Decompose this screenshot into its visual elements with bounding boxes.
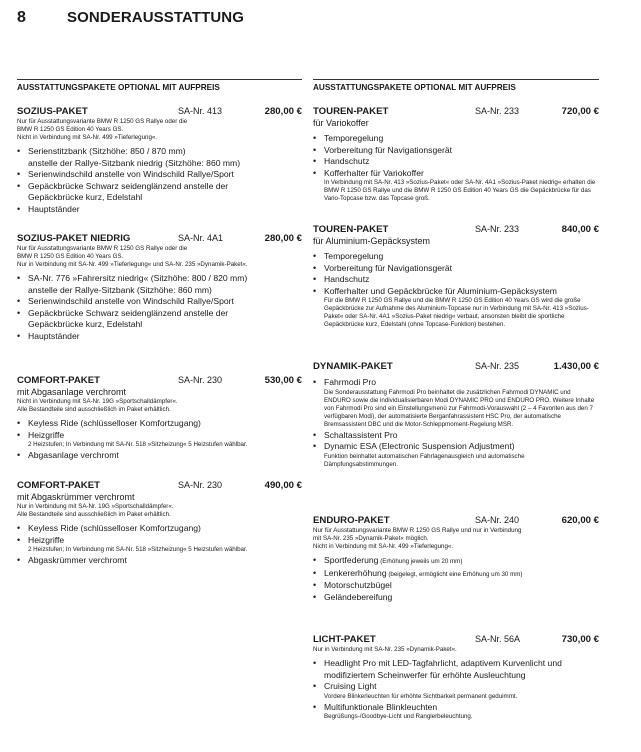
feature-item	[313, 286, 599, 330]
package-header	[313, 361, 599, 373]
feature-text: Keyless Ride (schlüsselloser Komfortzugang)	[28, 523, 201, 533]
package-name: DYNAMIK-PAKET	[313, 361, 393, 372]
feature-text: Hauptständer	[28, 330, 80, 341]
package-notes	[17, 503, 302, 519]
package-comfort-paket	[17, 480, 302, 567]
page-header	[17, 9, 244, 31]
note-line: Nur für Ausstattungsvariante BMW R 1250 GS Rallye und nur in Verbindung	[313, 527, 522, 534]
feature-item	[17, 319, 302, 331]
note-line: Nur in Verbindung mit SA-Nr. 235 »Dynamik-Paket«.	[313, 646, 457, 653]
package-price: 730,00 €	[561, 634, 599, 645]
feature-item	[313, 555, 599, 568]
package-price: 530,00 €	[264, 375, 302, 386]
note-line: BMW R 1250 GS Edition 40 Years GS.	[17, 253, 124, 260]
left-column	[17, 79, 302, 566]
feature-text: Schaltassistent Pro	[324, 429, 398, 440]
feature-list	[17, 273, 302, 343]
sa-number: SA-Nr. 233	[475, 224, 520, 234]
feature-item	[17, 181, 302, 193]
feature-subnote: 2 Heizstufen; In Verbindung mit SA-Nr. 518 »Sitzheizung« 5 Heizstufen wählbar.	[28, 441, 248, 449]
package-header	[17, 375, 302, 387]
feature-text: Keyless Ride (schlüsselloser Komfortzugang)	[28, 418, 201, 428]
package-subtitle: für Aluminium-Gepäcksystem	[313, 236, 431, 246]
package-price: 840,00 €	[561, 224, 599, 235]
feature-subnote: Die Sonderausstattung Fahrmodi Pro beinhaltet die zusätzlichen Fahrmodi DYNAMIC und ENDURO sowie die individualisierbaren Modi DYNAMIC PRO und ENDURO PRO. Weitere Inhalte von Fahrmodi Pro sind ein Einstellungsmenü zur Fahrmodi-Vorauswahl (2 – 4 Favoriten aus den 7 verfügbaren Modi), der automatisierte Berganfahrassistent HSC Pro, der automatische Bremsassistent DBC und die Motor-Schleppmoment-Regelung MSR.	[324, 388, 595, 428]
feature-item	[313, 568, 599, 581]
package-sozius-paket-niedrig	[17, 233, 302, 343]
package-name: TOUREN-PAKET	[313, 106, 389, 117]
feature-text: Gepäckbrücke kurz, Edelstahl	[28, 319, 143, 330]
feature-subnote: Funktion beinhaltet automatischen Fahrlagenausgleich und automatische Dämpfungsabstimmungen.	[324, 452, 525, 468]
feature-list	[313, 555, 599, 603]
feature-note: (Erhöhung jeweils um 20 mm)	[378, 558, 463, 565]
feature-text: Abgaskrümmer verchromt	[28, 555, 127, 566]
feature-item	[17, 555, 302, 567]
feature-list	[313, 377, 599, 469]
feature-item	[313, 156, 599, 168]
package-header	[313, 634, 599, 646]
feature-text: Gepäckbrücke kurz, Edelstahl	[28, 192, 143, 203]
package-enduro-paket	[313, 515, 599, 603]
feature-text: Serienwindschild anstelle von Windschild Rallye/Sport	[28, 296, 234, 307]
feature-item	[313, 681, 599, 701]
feature-text: Handschutz	[324, 274, 370, 285]
feature-text: Serienwindschild anstelle von Windschild Rallye/Sport	[28, 169, 234, 180]
column-heading: AUSSTATTUNGSPAKETE OPTIONAL MIT AUFPREIS	[17, 79, 302, 94]
package-price: 720,00 €	[561, 106, 599, 117]
feature-text: SA-Nr. 776 »Fahrersitz niedrig« (Sitzhöhe: 800 / 820 mm)	[28, 273, 248, 283]
feature-item	[17, 146, 302, 158]
feature-item	[313, 168, 599, 204]
feature-item	[313, 430, 599, 442]
package-name: ENDURO-PAKET	[313, 515, 390, 526]
note-line: Nur für Ausstattungsvariante BMW R 1250 GS Rallye oder die	[17, 118, 188, 125]
feature-item	[17, 285, 302, 297]
feature-text: Gepäckbrücke Schwarz seidenglänzend anstelle der	[28, 307, 229, 318]
sa-number: SA-Nr. 230	[178, 375, 223, 385]
feature-text: Lenkererhöhung	[324, 567, 387, 578]
feature-list	[17, 418, 302, 462]
note-line: Nur in Verbindung mit SA-Nr. 499 »Tieferlegung« und SA-Nr. 235 »Dynamik-Paket«.	[17, 261, 248, 268]
package-touren-paket	[313, 224, 599, 330]
feature-text: Gepäckbrücke Schwarz seidenglänzend anstelle der	[28, 180, 229, 191]
package-header	[313, 515, 599, 527]
sa-number: SA-Nr. 240	[475, 515, 520, 525]
package-subtitle: für Variokoffer	[313, 118, 369, 128]
feature-text: Heizgriffe	[28, 534, 65, 545]
feature-item	[313, 580, 599, 592]
feature-text: anstelle der Rallye-Sitzbank (Sitzhöhe: 860 mm)	[28, 284, 212, 295]
feature-text: Dynamic ESA (Electronic Suspension Adjustment)	[324, 441, 515, 452]
feature-item	[313, 274, 599, 286]
feature-item	[17, 450, 302, 462]
package-notes	[17, 118, 302, 142]
feature-item	[313, 441, 599, 469]
feature-text: Kofferhalter und Gepäckbrücke für Aluminium-Gepäcksystem	[324, 285, 557, 296]
feature-item	[17, 192, 302, 204]
feature-text: Abgasanlage verchromt	[28, 450, 119, 461]
feature-subnote: Für die BMW R 1250 GS Rallye und die BMW R 1250 GS Edition 40 Years GS wird die große Gepäckbrücke zur Aufnahme des Aluminium-Topcase nur in Verbindung mit SA-Nr. 413 »Sozius-Paket« oder SA-Nr. 4A1 »Sozius-Paket niedrig« verbaut, ansonsten bleibt die sportliche Gepäckbrücke kurz, Edelstahl (ohne Topcase-Funktion) bestehen.	[324, 297, 589, 329]
feature-list	[313, 133, 599, 203]
feature-item	[17, 296, 302, 308]
feature-subnote: In Verbindung mit SA-Nr. 413 »Sozius-Paket« oder SA-Nr. 4A1 »Sozius-Paket niedrig« erhalten die BMW R 1250 GS Rallye und die BMW R 1250 GS Edition 40 Years GS die Gepäckbrücke für das Vario-Topcase bzw. das Topcase groß.	[324, 179, 596, 203]
package-header	[17, 106, 302, 118]
feature-text: Kofferhalter für Variokoffer	[324, 167, 424, 178]
note-line: Nur in Verbindung mit SA-Nr. 19G »Sportschalldämpfer«.	[17, 503, 174, 510]
feature-text: Vorbereitung für Navigationsgerät	[324, 262, 453, 273]
feature-text: Temporegelung	[324, 133, 384, 143]
feature-text: Heizgriffe	[28, 429, 65, 440]
feature-text: Cruising Light	[324, 681, 377, 692]
feature-text: Handschutz	[324, 156, 370, 167]
feature-item	[17, 523, 302, 535]
feature-item	[17, 273, 302, 285]
package-name: SOZIUS-PAKET	[17, 106, 88, 117]
sa-number: SA-Nr. 4A1	[178, 233, 224, 243]
feature-text: Serienstitzbank (Sitzhöhe: 850 / 870 mm)	[28, 146, 186, 156]
package-notes	[313, 646, 599, 654]
package-subtitle: mit Abgaskrümmer verchromt	[17, 492, 135, 502]
note-line: Nicht in Verbindung mit SA-Nr. 19G »Sportschalldämpfer«.	[17, 398, 178, 405]
package-header	[17, 480, 302, 492]
right-column	[313, 79, 599, 721]
note-line: BMW R 1250 GS Edition 40 Years GS.	[17, 126, 124, 133]
note-line: Alle Bestandteile sind ausschließlich im Paket erhältlich.	[17, 511, 171, 518]
feature-item	[17, 331, 302, 343]
sa-number: SA-Nr. 413	[178, 106, 223, 116]
feature-item	[313, 133, 599, 145]
package-notes	[313, 527, 599, 551]
page-title: SONDERAUSSTATTUNG	[67, 9, 244, 26]
feature-text: Sportfederung	[324, 555, 379, 565]
package-price: 620,00 €	[561, 515, 599, 526]
package-notes	[17, 398, 302, 414]
note-line: mit SA-Nr. 235 »Dynamik-Paket« möglich.	[313, 535, 429, 542]
feature-text: Motorschutzbügel	[324, 580, 392, 591]
feature-item	[17, 535, 302, 555]
feature-text: Headlight Pro mit LED-Tagfahrlicht, adaptivem Kurvenlicht und modifiziertem Scheinwerfer für erhöhte Ausleuchtung	[324, 658, 562, 680]
package-notes	[17, 245, 302, 269]
feature-list	[17, 523, 302, 567]
package-licht-paket	[313, 634, 599, 722]
package-name: COMFORT-PAKET	[17, 375, 100, 386]
note-line: Nicht in Verbindung mit SA-Nr. 499 »Tieferlegung«.	[313, 543, 454, 550]
package-dynamik-paket	[313, 361, 599, 470]
feature-text: Temporegelung	[324, 251, 384, 261]
package-subtitle: mit Abgasanlage verchromt	[17, 387, 127, 397]
feature-text: anstelle der Rallye-Sitzbank niedrig (Sitzhöhe: 860 mm)	[28, 157, 241, 168]
feature-text: Vorbereitung für Navigationsgerät	[324, 144, 453, 155]
note-line: Nur für Ausstattungsvariante BMW R 1250 GS Rallye oder die	[17, 245, 188, 252]
feature-item	[313, 145, 599, 157]
package-name: SOZIUS-PAKET NIEDRIG	[17, 233, 131, 244]
sa-number: SA-Nr. 235	[475, 361, 520, 371]
page-number: 8	[17, 9, 26, 26]
package-price: 280,00 €	[264, 233, 302, 244]
package-touren-paket	[313, 106, 599, 204]
sa-number: SA-Nr. 56A	[475, 634, 521, 644]
feature-text: Geländebereifung	[324, 591, 393, 602]
feature-item	[313, 702, 599, 722]
package-comfort-paket	[17, 375, 302, 462]
feature-text: Fahrmodi Pro	[324, 377, 377, 387]
feature-list	[313, 251, 599, 329]
feature-item	[313, 263, 599, 275]
package-name: LICHT-PAKET	[313, 634, 376, 645]
feature-list	[17, 146, 302, 216]
feature-item	[17, 308, 302, 320]
feature-item	[313, 251, 599, 263]
package-name: COMFORT-PAKET	[17, 480, 100, 491]
feature-text: Hauptständer	[28, 203, 80, 214]
sa-number: SA-Nr. 230	[178, 480, 223, 490]
feature-item	[17, 169, 302, 181]
package-header	[17, 233, 302, 245]
package-header	[313, 106, 599, 118]
column-heading: AUSSTATTUNGSPAKETE OPTIONAL MIT AUFPREIS	[313, 79, 599, 94]
feature-item	[313, 658, 599, 681]
feature-subnote: Begrüßungs-/Goodbye-Licht und Ranglerbeleuchtung.	[324, 713, 473, 721]
package-price: 490,00 €	[264, 480, 302, 491]
feature-item	[17, 418, 302, 430]
feature-item	[17, 158, 302, 170]
sa-number: SA-Nr. 233	[475, 106, 520, 116]
package-sozius-paket	[17, 106, 302, 216]
feature-item	[17, 430, 302, 450]
package-price: 1.430,00 €	[553, 361, 599, 372]
feature-subnote: Vordere Blinkerleuchten für erhöhte Sichtbarkeit permanent geduimmt.	[324, 692, 518, 700]
note-line: Alle Bestandteile sind ausschließlich im Paket erhältlich.	[17, 406, 171, 413]
package-price: 280,00 €	[264, 106, 302, 117]
package-name: TOUREN-PAKET	[313, 224, 389, 235]
package-header	[313, 224, 599, 236]
feature-list	[313, 658, 599, 721]
feature-item	[313, 592, 599, 604]
feature-text: Multifunktionale Blinkleuchten	[324, 701, 438, 712]
feature-subnote: 2 Heizstufen; In Verbindung mit SA-Nr. 518 »Sitzheizung« 5 Heizstufen wählbar.	[28, 546, 248, 554]
feature-item	[313, 377, 599, 429]
feature-note: (beigelegt, ermöglicht eine Erhöhung um 30 mm)	[386, 570, 523, 578]
note-line: Nicht in Verbindung mit SA-Nr. 499 »Tieferlegung«.	[17, 134, 158, 141]
feature-item	[17, 204, 302, 216]
